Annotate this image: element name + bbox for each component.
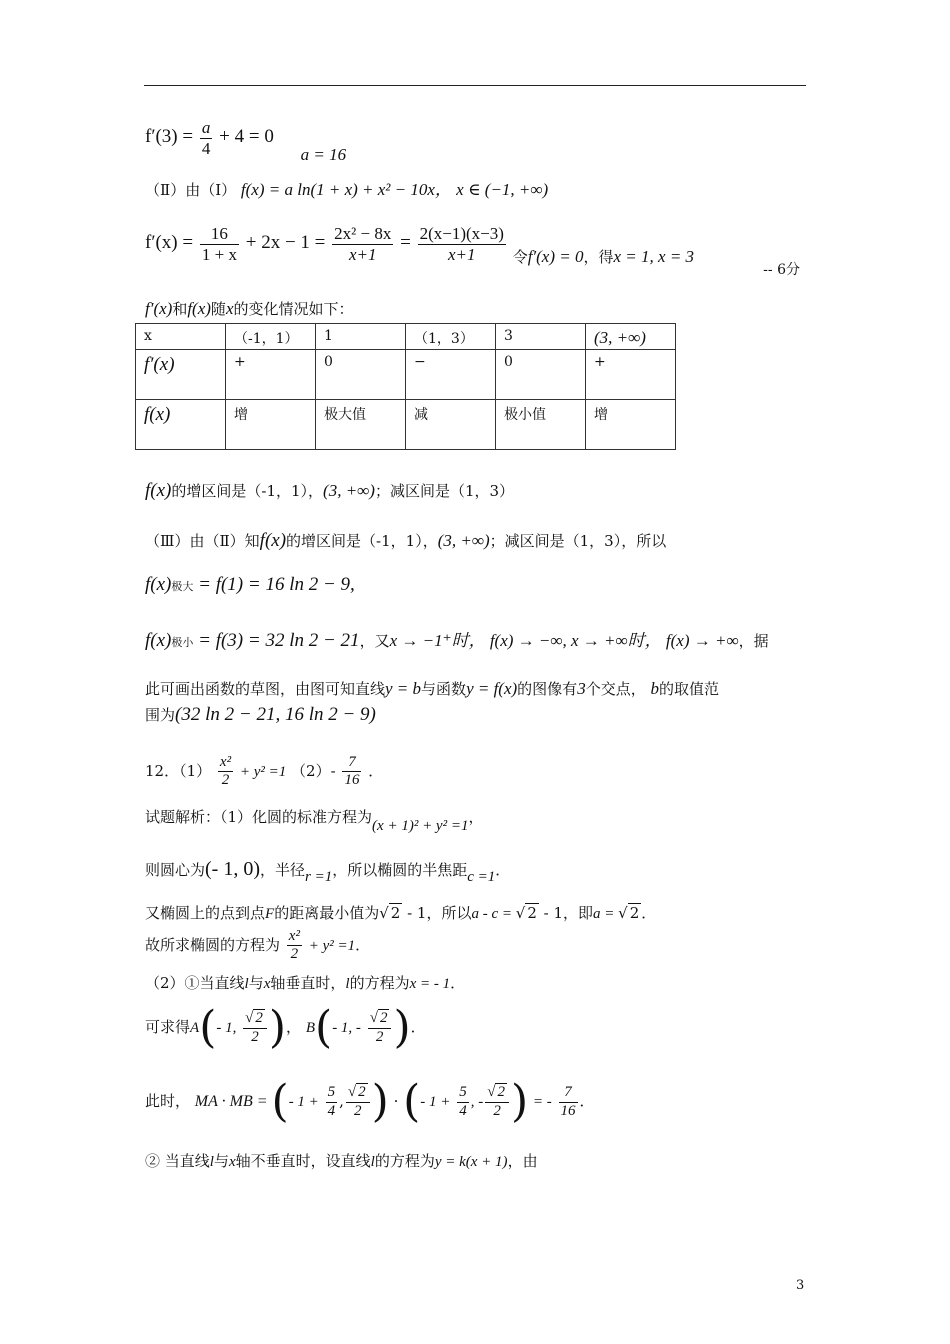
table-cell: 0 bbox=[316, 350, 406, 400]
q12-answer-line: 12．（1） $\frac{\text{x²}}{2}$ + y² =1 （2）- $\frac{7}{16}$ ． bbox=[145, 754, 384, 789]
table-cell: f′(x) bbox=[136, 350, 226, 400]
solution-line: 试题解析：（1）化圆的标准方程为(x + 1)² + y² =1， bbox=[145, 808, 484, 834]
derivative-line: f′(x) = $\frac{16}{1 + x}$ + 2x − 1 = $\frac{\text{2x² − 8x}}{x+1}$ = $\frac{2(x-1)(x-3)}{x+1}$ 令f′(x) = 0，得x = 1, x = 3 bbox=[145, 224, 695, 267]
table-cell: + bbox=[586, 350, 676, 400]
dot-product-line: 此时， MA · MB = (- 1 + $\frac{5}{4}$ , $\frac{√ 2}{2}$ ) · (- 1 + $\frac{5}{4}$ , - $\frac{√ 2}{2}$ ) = - $\frac{7}{16}$ ． bbox=[145, 1076, 595, 1127]
table-cell: − bbox=[406, 350, 496, 400]
equation-f-prime-3: f′(3) = $\frac{a}{4}$ + 4 = 0 a = 16 bbox=[145, 118, 347, 165]
table-cell: 3 bbox=[496, 324, 586, 350]
table-row bbox=[136, 324, 676, 350]
center-radius-line: 则圆心为(- 1, 0)，半径r =1，所以椭圆的半焦距c =1． bbox=[145, 858, 511, 885]
part3-line: （Ⅲ）由（Ⅱ）知f(x)的增区间是（-1，1），(3, +∞)；减区间是（1，3），所以 bbox=[145, 530, 667, 551]
non-vertical-case-line: ② 当直线l与x轴不垂直时，设直线l的方程为y = k(x + 1)，由 bbox=[145, 1152, 538, 1170]
interval-line: f(x)的增区间是（-1，1），(3, +∞)；减区间是（1，3） bbox=[145, 480, 515, 501]
table-cell: f(x) bbox=[136, 400, 226, 450]
table-cell: 极大值 bbox=[316, 400, 406, 450]
max-value-line: f(x)极大 = f(1) = 16 ln 2 − 9, bbox=[145, 574, 355, 595]
variation-table bbox=[135, 323, 676, 450]
table-cell: （-1，1） bbox=[226, 324, 316, 350]
table-cell: 极小值 bbox=[496, 400, 586, 450]
header-rule bbox=[144, 85, 806, 86]
table-cell: (3, +∞) bbox=[586, 324, 676, 350]
range-line: 围为(32 ln 2 − 21, 16 ln 2 − 9) bbox=[145, 704, 376, 725]
table-row bbox=[136, 400, 676, 450]
vertical-line-case: （2）①当直线l与x轴垂直时，l的方程为x = - 1． bbox=[145, 974, 466, 992]
table-cell: （1，3） bbox=[406, 324, 496, 350]
min-value-line: f(x)极小 = f(3) = 32 ln 2 − 21，又x → −1⁺时， f(x) → −∞, x → +∞时， f(x) → +∞，据 bbox=[145, 630, 769, 651]
min-distance-line: 又椭圆上的点到点F的距离最小值为√ 2 - 1，所以a - c = √ 2 - 1，即a = √ 2 ． bbox=[145, 904, 657, 922]
table-row bbox=[136, 350, 676, 400]
points-ab-line: 可求得A(- 1, $\frac{√ 2}{2}$ )， B(- 1, - $\frac{√ 2}{2}$ )． bbox=[145, 1002, 426, 1053]
table-cell: 减 bbox=[406, 400, 496, 450]
page-number: 3 bbox=[796, 1278, 805, 1293]
score-tag: -- 6分 bbox=[763, 262, 800, 278]
ellipse-equation-line: 故所求椭圆的方程为 $\frac{\text{x²}}{2}$ + y² =1． bbox=[145, 928, 371, 963]
table-cell: + bbox=[226, 350, 316, 400]
part2-function-line: （Ⅱ）由（Ⅰ） f(x) = a ln(1 + x) + x² − 10x， x ∈ (−1, +∞) bbox=[145, 180, 549, 199]
table-cell: 增 bbox=[226, 400, 316, 450]
table-cell: 0 bbox=[496, 350, 586, 400]
table-cell: 1 bbox=[316, 324, 406, 350]
table-cell: 增 bbox=[586, 400, 676, 450]
table-cell: x bbox=[136, 324, 226, 350]
table-intro: f′(x)和f(x)随x的变化情况如下： bbox=[145, 299, 354, 318]
graph-line: 此可画出函数的草图，由图可知直线y = b与函数y = f(x)的图像有3个交点， b的取值范 bbox=[145, 679, 719, 698]
